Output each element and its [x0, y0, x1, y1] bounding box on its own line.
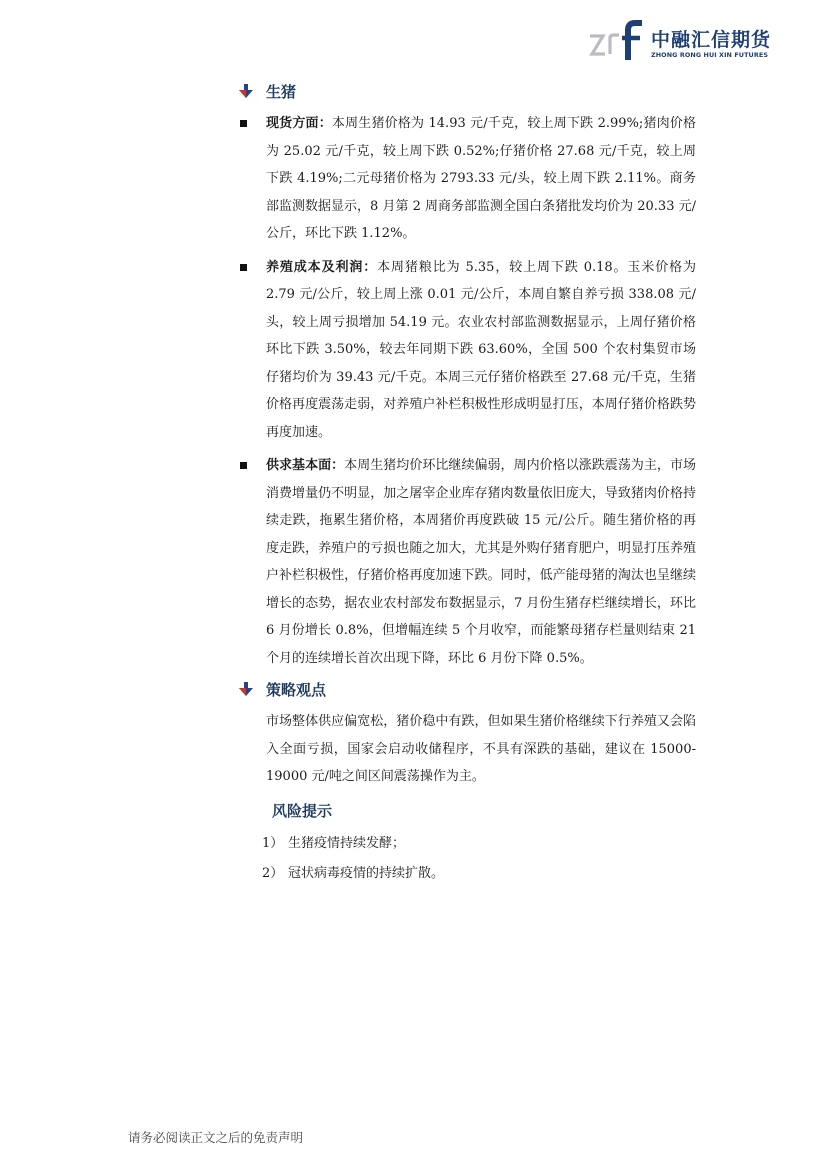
list-item: [262, 829, 696, 859]
list-item-number: 2）: [262, 865, 284, 881]
bullet-supply-demand: [236, 452, 696, 672]
risk-list: [236, 829, 696, 889]
logo-chinese-name: 中融汇信期货: [651, 29, 772, 51]
section-heading-strategy: [236, 678, 696, 702]
list-item-text: 冠状病毒疫情的持续扩散。: [288, 865, 445, 881]
bullet-spot-market: [236, 110, 696, 248]
paragraph-text: 本周生猪均价环比继续偏弱，周内价格以涨跌震荡为主，市场消费增量仍不明显，加之屠宰企业库存猪肉数量依旧庞大，导致猪肉价格持续走跌，拖累生猪价格，本周猪价再度跌破 15 元/公斤。随生猪价格的再度走跌，养殖户的亏损也随之加大，尤其是外购仔猪育肥户，明显打压养殖户补栏积极性，仔猪价格再度加速下跌。同时，低产能母猪的淘汰也呈继续增长的态势，据农业农村部发布数据显示，7 月份生猪存栏继续增长，环比 6 月份增长 0.8%，但增幅连续 5 个月收窄，而能繁母猪存栏量则结束 21 个月的连续增长首次出现下降，环比 6 月份下降 0.5%。: [266, 458, 696, 666]
paragraph-text: 本周生猪价格为 14.93 元/千克，较上周下跌 2.99%;猪肉价格为 25.02 元/千克，较上周下跌 0.52%;仔猪价格 27.68 元/千克，较上周下跌 4.19%;二元母猪价格为 2793.33 元/头，较上周下跌 2.11%。商务部监测数据显示，8 月第 2 周商务部监测全国白条猪批发均价为 20.33 元/公斤，环比下跌 1.12%。: [266, 116, 696, 241]
list-item-text: 生猪疫情持续发酵；: [288, 835, 406, 851]
paragraph-lead: 供求基本面：: [266, 458, 345, 473]
square-bullet-icon: [240, 462, 247, 469]
paragraph-lead: 养殖成本及利润：: [266, 259, 378, 275]
strategy-text-block: [236, 708, 696, 791]
section-title: 策略观点: [266, 681, 327, 699]
paragraph: [266, 452, 696, 672]
paragraph: [266, 110, 696, 248]
company-logo: [588, 20, 778, 64]
section-title: 生猪: [266, 83, 297, 101]
paragraph: [266, 254, 696, 447]
paragraph-lead: 现货方面：: [266, 116, 332, 131]
arrow-down-icon: [238, 681, 254, 697]
report-body: [236, 80, 696, 889]
list-item: [262, 859, 696, 889]
square-bullet-icon: [240, 264, 247, 271]
arrow-down-icon: [238, 83, 254, 99]
section-heading-pig: [236, 80, 696, 104]
risk-heading: 风险提示: [272, 801, 333, 820]
paragraph-text: 本周猪粮比为 5.35，较上周下跌 0.18。玉米价格为 2.79 元/公斤，较上周上涨 0.01 元/公斤，本周自繁自养亏损 338.08 元/头，较上周亏损增加 54.19 元。农业农村部监测数据显示，上周仔猪价格环比下跌 3.50%，较去年同期下跌 63.60%，全国 500 个农村集贸市场仔猪均价为 39.43 元/千克。本周三元仔猪价格跌至 27.68 元/千克，生猪价格再度震荡走弱，对养殖户补栏积极性形成明显打压，本周仔猪价格跌势再度加速。: [266, 259, 696, 440]
bullet-cost-profit: [236, 254, 696, 447]
list-item-number: 1）: [262, 835, 284, 851]
zrf-logo-mark-icon: [588, 20, 650, 64]
square-bullet-icon: [240, 120, 247, 127]
disclaimer-footer: 请务必阅读正文之后的免责声明: [128, 1130, 304, 1145]
paragraph: 市场整体供应偏宽松，猪价稳中有跌，但如果生猪价格继续下行养殖又会陷入全面亏损，国家会启动收储程序，不具有深跌的基础，建议在 15000-19000 元/吨之间区间震荡操作为主。: [266, 714, 696, 784]
logo-english-name: ZHONG RONG HUI XIN FUTURES: [651, 51, 769, 59]
